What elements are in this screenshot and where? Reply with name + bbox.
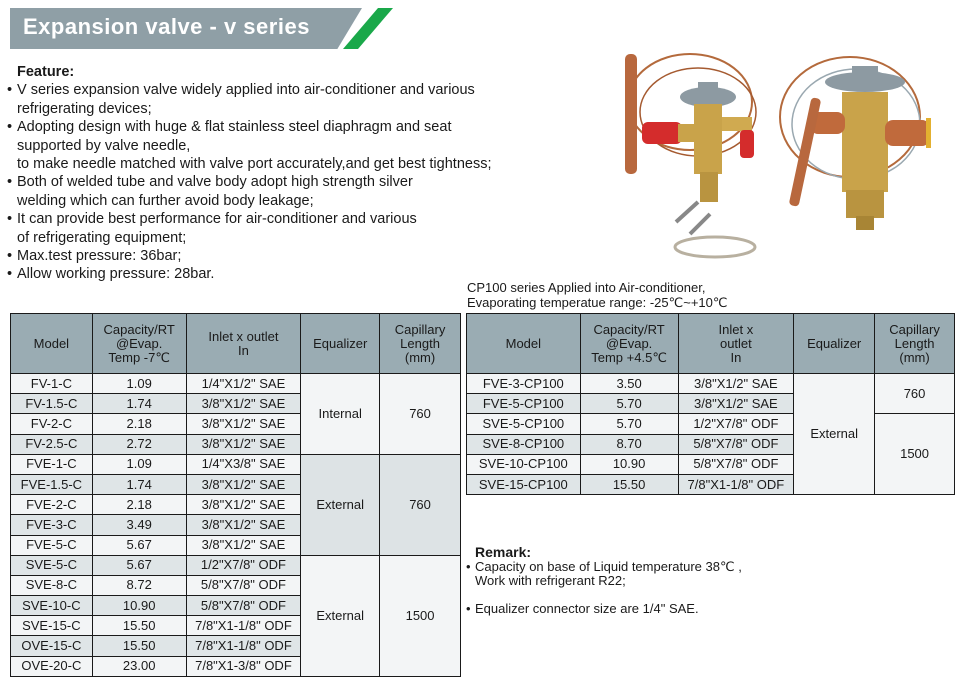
feature-line: supported by valve needle,	[17, 137, 191, 154]
remark-item	[466, 560, 806, 589]
feature-line: Both of welded tube and valve body adopt high strength silver	[17, 174, 413, 191]
column-header: Equalizer	[794, 314, 875, 374]
expansion-valve-illustration	[620, 42, 960, 270]
model-cell: FV-1-C	[11, 374, 93, 394]
column-header: Capillary Length (mm)	[875, 314, 955, 374]
capillary-length-cell: 760	[875, 374, 955, 414]
capillary-length-cell: 1500	[380, 555, 461, 676]
connection-cell: 1/4"X3/8" SAE	[186, 454, 301, 474]
connection-cell: 3/8"X1/2" SAE	[186, 414, 301, 434]
column-header: Equalizer	[301, 314, 380, 374]
capacity-cell: 1.09	[92, 454, 186, 474]
feature-heading: Feature:	[17, 64, 75, 80]
feature-list	[7, 63, 567, 284]
column-header: Inlet x outlet In	[186, 314, 301, 374]
bullet-icon: •	[7, 211, 13, 228]
capacity-cell: 1.74	[92, 474, 186, 494]
connection-cell: 3/8"X1/2" SAE	[186, 474, 301, 494]
capillary-length-cell: 760	[380, 374, 461, 455]
connection-cell: 3/8"X1/2" SAE	[678, 374, 794, 394]
column-header: Capacity/RT @Evap. Temp -7℃	[92, 314, 186, 374]
capacity-cell: 15.50	[92, 636, 186, 656]
capacity-cell: 10.90	[580, 454, 678, 474]
column-header: Model	[11, 314, 93, 374]
connection-cell: 5/8"X7/8" ODF	[186, 575, 301, 595]
feature-item	[7, 210, 567, 247]
page-title: Expansion valve - v series	[23, 14, 310, 39]
remark-line: Equalizer connector size are 1/4" SAE.	[475, 600, 699, 616]
connection-cell: 3/8"X1/2" SAE	[678, 394, 794, 414]
column-header: Capillary Length (mm)	[380, 314, 461, 374]
feature-item	[7, 81, 567, 118]
feature-line: Adopting design with huge & flat stainless steel diaphragm and seat	[17, 119, 452, 136]
v-series-spec-table	[10, 313, 461, 677]
model-cell: SVE-8-CP100	[467, 434, 581, 454]
cp100-note-line2: Evaporating temperatue range: -25℃~+10℃	[467, 294, 728, 310]
connection-cell: 7/8"X1-3/8" ODF	[186, 656, 301, 676]
remark-item	[466, 602, 806, 617]
connection-cell: 5/8"X7/8" ODF	[678, 454, 794, 474]
equalizer-cell: External	[301, 454, 380, 555]
model-cell: FV-1.5-C	[11, 394, 93, 414]
equalizer-cell: Internal	[301, 374, 380, 455]
connection-cell: 7/8"X1-1/8" ODF	[186, 636, 301, 656]
cp100-note-line1: CP100 series Applied into Air-conditioner,	[467, 280, 706, 295]
column-header: Inlet x outlet In	[678, 314, 794, 374]
capacity-cell: 3.50	[580, 374, 678, 394]
table-row	[467, 374, 955, 394]
capacity-cell: 10.90	[92, 596, 186, 616]
bullet-icon: •	[7, 266, 13, 283]
remark-heading: Remark:	[475, 544, 532, 560]
feature-line: Allow working pressure: 28bar.	[17, 266, 215, 283]
model-cell: SVE-10-C	[11, 596, 93, 616]
model-cell: SVE-5-C	[11, 555, 93, 575]
capacity-cell: 2.18	[92, 495, 186, 515]
feature-line: refrigerating devices;	[17, 100, 152, 117]
connection-cell: 3/8"X1/2" SAE	[186, 515, 301, 535]
model-cell: OVE-15-C	[11, 636, 93, 656]
model-cell: SVE-10-CP100	[467, 454, 581, 474]
connection-cell: 7/8"X1-1/8" ODF	[186, 616, 301, 636]
connection-cell: 7/8"X1-1/8" ODF	[678, 474, 794, 494]
connection-cell: 3/8"X1/2" SAE	[186, 434, 301, 454]
model-cell: SVE-15-CP100	[467, 474, 581, 494]
model-cell: SVE-15-C	[11, 616, 93, 636]
model-cell: FVE-5-CP100	[467, 394, 581, 414]
connection-cell: 3/8"X1/2" SAE	[186, 495, 301, 515]
feature-item	[7, 247, 567, 265]
feature-line: Max.test pressure: 36bar;	[17, 248, 182, 265]
model-cell: SVE-8-C	[11, 575, 93, 595]
cp100-series-spec-table	[466, 313, 955, 495]
connection-cell: 1/2"X7/8" ODF	[678, 414, 794, 434]
capacity-cell: 23.00	[92, 656, 186, 676]
column-header: Capacity/RT @Evap. Temp +4.5℃	[580, 314, 678, 374]
feature-line: welding which can further avoid body leakage;	[17, 192, 314, 209]
model-cell: FV-2.5-C	[11, 434, 93, 454]
connection-cell: 3/8"X1/2" SAE	[186, 535, 301, 555]
table-row	[11, 374, 461, 394]
capacity-cell: 5.70	[580, 414, 678, 434]
feature-line: to make needle matched with valve port accurately,and get best tightness;	[17, 156, 492, 173]
model-cell: FVE-1-C	[11, 454, 93, 474]
model-cell: SVE-5-CP100	[467, 414, 581, 434]
capacity-cell: 3.49	[92, 515, 186, 535]
product-photo	[620, 42, 960, 270]
connection-cell: 5/8"X7/8" ODF	[678, 434, 794, 454]
title-banner	[10, 8, 385, 49]
connection-cell: 1/2"X7/8" ODF	[186, 555, 301, 575]
capacity-cell: 8.70	[580, 434, 678, 454]
capacity-cell: 15.50	[580, 474, 678, 494]
capacity-cell: 5.70	[580, 394, 678, 414]
equalizer-cell: External	[301, 555, 380, 676]
capacity-cell: 2.72	[92, 434, 186, 454]
model-cell: FVE-2-C	[11, 495, 93, 515]
capacity-cell: 5.67	[92, 535, 186, 555]
bullet-icon: •	[7, 174, 13, 191]
model-cell: FVE-1.5-C	[11, 474, 93, 494]
model-cell: OVE-20-C	[11, 656, 93, 676]
model-cell: FVE-5-C	[11, 535, 93, 555]
capacity-cell: 1.09	[92, 374, 186, 394]
column-header: Model	[467, 314, 581, 374]
model-cell: FVE-3-C	[11, 515, 93, 535]
bullet-icon: •	[7, 82, 13, 99]
bullet-icon: •	[7, 119, 13, 136]
cp100-series-note	[467, 281, 727, 310]
table-row	[11, 454, 461, 474]
remark-line: Capacity on base of Liquid temperature 38℃ ,	[475, 558, 742, 574]
feature-item	[7, 173, 567, 210]
table-row	[11, 555, 461, 575]
bullet-icon: •	[466, 558, 471, 574]
capacity-cell: 1.74	[92, 394, 186, 414]
capacity-cell: 2.18	[92, 414, 186, 434]
capillary-length-cell: 760	[380, 454, 461, 555]
capacity-cell: 8.72	[92, 575, 186, 595]
feature-line: V series expansion valve widely applied into air-conditioner and various	[17, 82, 475, 99]
remark-line: Work with refrigerant R22;	[475, 573, 626, 588]
equalizer-cell: External	[794, 374, 875, 495]
model-cell: FV-2-C	[11, 414, 93, 434]
connection-cell: 1/4"X1/2" SAE	[186, 374, 301, 394]
capacity-cell: 5.67	[92, 555, 186, 575]
feature-line: of refrigerating equipment;	[17, 229, 187, 246]
connection-cell: 5/8"X7/8" ODF	[186, 596, 301, 616]
capacity-cell: 15.50	[92, 616, 186, 636]
connection-cell: 3/8"X1/2" SAE	[186, 394, 301, 414]
capillary-length-cell: 1500	[875, 414, 955, 495]
bullet-icon: •	[7, 248, 13, 265]
feature-item	[7, 118, 567, 173]
table-row	[467, 414, 955, 434]
bullet-icon: •	[466, 600, 471, 616]
feature-line: It can provide best performance for air-conditioner and various	[17, 211, 417, 228]
remark-section	[466, 545, 806, 616]
model-cell: FVE-3-CP100	[467, 374, 581, 394]
